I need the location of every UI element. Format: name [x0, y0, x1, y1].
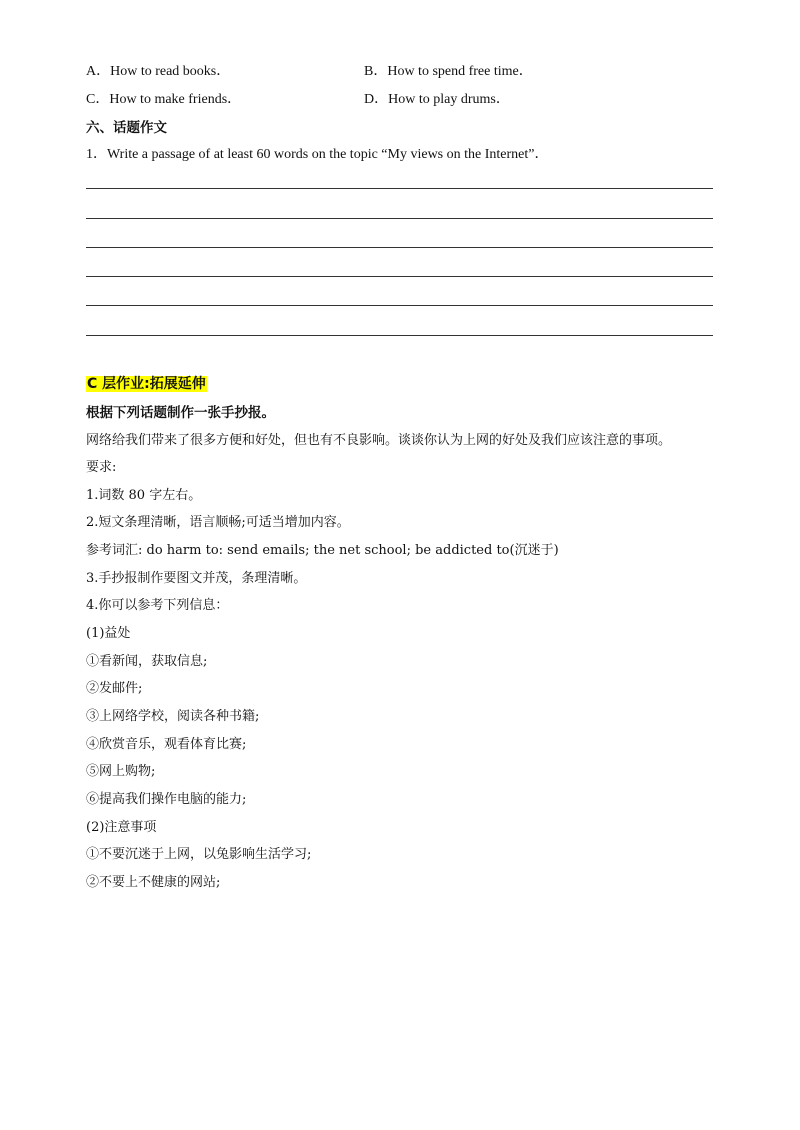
benefit-item: ⑥提高我们操作电脑的能力;: [86, 792, 247, 807]
requirement-4: 4.你可以参考下列信息：: [86, 598, 229, 613]
writing-line: [86, 188, 713, 189]
writing-line: [86, 305, 713, 306]
section-c-heading: [86, 375, 207, 393]
section-c-heading-text: C 层作业:拓展延伸: [87, 376, 206, 392]
requirement-3: 3.手抄报制作要图文并茂，条理清晰。: [86, 571, 307, 586]
benefit-item: ①看新闻，获取信息;: [86, 654, 208, 669]
caution-item: ①不要沉迷于上网，以兔影响生活学习;: [86, 847, 312, 862]
benefit-item: ②发邮件;: [86, 681, 143, 696]
caution-item: ②不要上不健康的网站;: [86, 875, 221, 890]
writing-task: 1．Write a passage of at least 60 words on the topic “My views on the Internet”．: [86, 147, 549, 162]
writing-line: [86, 247, 713, 248]
benefit-item: ④欣赏音乐，观看体育比赛;: [86, 737, 247, 752]
writing-line: [86, 276, 713, 277]
benefit-item: ③上网络学校，阅读各种书籍;: [86, 709, 260, 724]
requirement-2: 2.短文条理清晰，语言顺畅;可适当增加内容。: [86, 515, 350, 530]
writing-line: [86, 218, 713, 219]
benefits-title: (1)益处: [86, 626, 131, 641]
option-b: B．How to spend free time．: [364, 64, 533, 79]
section-six-heading: 六、话题作文: [86, 120, 167, 136]
section-c-subheading: 根据下列话题制作一张手抄报。: [86, 405, 275, 421]
option-a: A．How to read books．: [86, 64, 231, 79]
option-d: D．How to play drums．: [364, 92, 510, 107]
cautions-title: (2)注意事项: [86, 820, 157, 835]
requirement-1: 1.词数 80 字左右。: [86, 488, 202, 503]
section-c-intro: 网络给我们带来了很多方便和好处，但也有不良影响。谈谈你认为上网的好处及我们应该注意的事项。: [86, 433, 672, 448]
benefit-item: ⑤网上购物;: [86, 764, 156, 779]
option-c: C．How to make friends．: [86, 92, 242, 107]
writing-line: [86, 335, 713, 336]
reference-vocabulary: 参考词汇: do harm to: send emails; the net school; be addicted to(沉迷于): [86, 543, 559, 558]
requirements-title: 要求:: [86, 460, 117, 475]
